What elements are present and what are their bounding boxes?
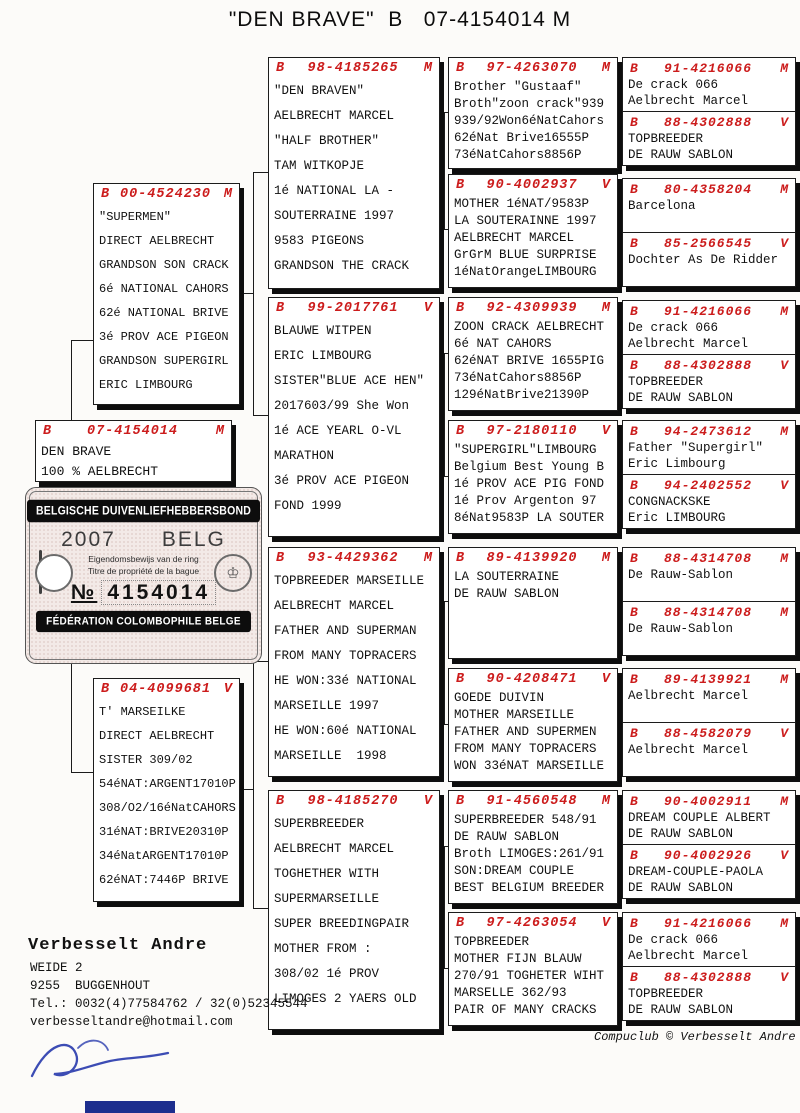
certificate-country: BELG	[161, 528, 226, 551]
crown-seal-icon: ♔	[214, 554, 252, 592]
box-ggparent-8	[448, 912, 618, 1026]
ring-header: B 07-4154014 M	[43, 424, 224, 439]
box-gggparent: B 85-2566545 V Dochter As De Ridder	[623, 232, 795, 286]
ring-certificate	[25, 487, 262, 664]
certificate-year-row	[61, 528, 226, 552]
connector-line	[253, 172, 268, 173]
ring-header: B 04-4099681 V	[101, 682, 232, 697]
connector-line	[253, 415, 268, 416]
box-text: SUPERBREEDER 548/91 DE RAUW SABLON Broth LIMOGES:261/91 SON:DREAM COUPLE BEST BELGIUM BREEDER	[454, 813, 605, 895]
box-gggparent: B 94-2473612 M Father "Supergirl" Eric Limbourg	[628, 424, 788, 471]
connector-line	[440, 476, 448, 477]
connector-line	[253, 172, 254, 416]
ring-header: B 97-4263070 M	[456, 61, 610, 76]
page-title: "DEN BRAVE" B 07-4154014 M	[228, 8, 572, 31]
box-grandparent-3	[268, 547, 440, 777]
certificate-ring-number: № 4154014	[71, 581, 216, 605]
box-ggparent-6	[448, 668, 618, 782]
ring-header: B 97-2180110 V	[456, 424, 610, 439]
box-gggparent: B 88-4314708 M De Rauw-Sablon	[623, 601, 795, 655]
certificate-frame	[29, 491, 258, 660]
box-text: "SUPERMEN" DIRECT AELBRECHT GRANDSON SON CRACK 6é NATIONAL CAHORS 62é NATIONAL BRIVE 3é PROV ACE PIGEON GRANDSON SUPERGIRL ERIC LIMBOURG	[99, 210, 229, 392]
box-gggparent: B 88-4582079 V Aelbrecht Marcel	[623, 722, 795, 776]
box-ggparent-4	[448, 420, 618, 534]
box-text: MOTHER 1éNAT/9583P LA SOUTERAINNE 1997 AELBRECHT MARCEL GrGrM BLUE SURPRISE 1éNatOrangeLIMBOURG	[454, 197, 597, 279]
software-credit: Compuclub © Verbesselt Andre	[594, 1030, 796, 1044]
connector-line	[71, 340, 93, 341]
certificate-year: 2007	[61, 528, 116, 551]
box-text: "SUPERGIRL"LIMBOURG Belgium Best Young B 1é PROV ACE PIG FOND 1é Prov Argenton 97 8éNat9583P LA SOUTER	[454, 443, 605, 525]
box-text: ZOON CRACK AELBRECHT 6é NAT CAHORS 62éNAT BRIVE 1655PIG 73éNatCahors8856P 129éNatBrive21390P	[454, 320, 605, 402]
box-gggparent: B 88-4314708 M De Rauw-Sablon	[628, 551, 788, 582]
group-gggparents-1	[622, 57, 796, 166]
punched-hole-seal	[35, 554, 73, 592]
box-ggparent-7	[448, 790, 618, 904]
ring-header: B 93-4429362 M	[276, 551, 432, 566]
connector-line	[440, 229, 448, 230]
connector-line	[440, 601, 448, 602]
box-grandparent-2	[268, 297, 440, 537]
connector-line	[440, 846, 448, 847]
connector-line	[71, 772, 93, 773]
connector-line	[440, 724, 448, 725]
owner-address-line1: WEIDE 2	[30, 961, 83, 975]
ring-header: B 98-4185270 V	[276, 794, 432, 809]
ring-header: B 90-4002937 V	[456, 178, 610, 193]
certificate-federation-banner: FÉDÉRATION COLOMBOPHILE BELGE	[36, 611, 251, 632]
group-gggparents-2	[622, 178, 796, 287]
connector-line	[444, 601, 445, 725]
box-text: DEN BRAVE 100 % AELBRECHT	[41, 444, 159, 479]
bottom-blue-bar	[85, 1101, 175, 1113]
group-gggparents-4	[622, 420, 796, 529]
box-text: GOEDE DUIVIN MOTHER MARSEILLE FATHER AND SUPERMEN FROM MANY TOPRACERS WON 33éNAT MARSEILLE	[454, 691, 605, 773]
certificate-ownership-fr: Titre de propriété de la bague	[87, 566, 200, 576]
connector-line	[444, 353, 445, 477]
box-ggparent-2	[448, 174, 618, 288]
box-mother	[93, 678, 240, 902]
box-ggparent-5	[448, 547, 618, 659]
handwritten-signature	[18, 1024, 198, 1099]
box-gggparent: B 90-4002911 M DREAM COUPLE ALBERT DE RAUW SABLON	[628, 794, 788, 841]
connector-line	[440, 968, 448, 969]
box-text: Brother "Gustaaf" Broth"zoon crack"939 939/92Won6éNatCahors 62éNat Brive16555P 73éNatCahors8856P	[454, 80, 605, 162]
ring-header: B 89-4139920 M	[456, 551, 610, 566]
box-ggparent-1	[448, 57, 618, 169]
box-text: T' MARSEILKE DIRECT AELBRECHT SISTER 309/02 54éNAT:ARGENT17010P 308/O2/16éNatCAHORS 31éNAT:BRIVE20310P 34éNatARGENT17010P 62éNAT:7446P BRIVE	[99, 705, 236, 887]
box-gggparent: B 90-4002926 V DREAM-COUPLE-PAOLA DE RAUW SABLON	[623, 844, 795, 898]
ring-header: B 00-4524230 M	[101, 187, 232, 202]
ring-header: B 97-4263054 V	[456, 916, 610, 931]
box-text: LA SOUTERRAINE DE RAUW SABLON	[454, 570, 560, 601]
ring-header: B 92-4309939 M	[456, 301, 610, 316]
box-text: SUPERBREEDER AELBRECHT MARCEL TOGHETHER WITH SUPERMARSEILLE SUPER BREEDINGPAIR MOTHER FROM : 308/02 1é PROV LIMOGES 2 YAERS OLD	[274, 817, 417, 1006]
box-gggparent: B 91-4216066 M De crack 066 Aelbrecht Marcel	[628, 916, 788, 963]
connector-line	[440, 112, 448, 113]
certificate-ownership-nl: Eigendomsbewijs van de ring	[88, 554, 199, 564]
ring-header: B 99-2017761 V	[276, 301, 432, 316]
box-gggparent: B 91-4216066 M De crack 066 Aelbrecht Marcel	[628, 304, 788, 351]
owner-email: verbesseltandre@hotmail.com	[30, 1015, 233, 1029]
connector-line	[253, 908, 268, 909]
box-gggparent: B 80-4358204 M Barcelona	[628, 182, 788, 213]
group-gggparents-3	[622, 300, 796, 409]
box-gggparent: B 88-4302888 V TOPBREEDER DE RAUW SABLON	[623, 354, 795, 408]
box-gggparent: B 89-4139921 M Aelbrecht Marcel	[628, 672, 788, 703]
ring-header: B 91-4560548 M	[456, 794, 610, 809]
box-text: TOPBREEDER MARSEILLE AELBRECHT MARCEL FATHER AND SUPERMAN FROM MANY TOPRACERS HE WON:33é NATIONAL MARSEILLE 1997 HE WON:60é NATIONAL MARSEILLE 1998	[274, 574, 425, 763]
box-text: "DEN BRAVEN" AELBRECHT MARCEL "HALF BROTHER" TAM WITKOPJE 1é NATIONAL LA - SOUTERRAINE 1997 9583 PIGEONS GRANDSON THE CRACK	[274, 84, 410, 273]
group-gggparents-6	[622, 668, 796, 777]
ring-header: B 98-4185265 M	[276, 61, 432, 76]
box-gggparent: B 88-4302888 V TOPBREEDER DE RAUW SABLON	[623, 111, 795, 165]
group-gggparents-5	[622, 547, 796, 656]
owner-name: Verbesselt Andre	[28, 936, 208, 955]
connector-line	[238, 293, 253, 294]
box-father	[93, 183, 240, 405]
ring-header: B 90-4208471 V	[456, 672, 610, 687]
group-gggparents-7	[622, 790, 796, 899]
connector-line	[444, 112, 445, 230]
box-subject	[35, 420, 232, 482]
connector-line	[444, 846, 445, 969]
box-ggparent-3	[448, 297, 618, 411]
box-grandparent-4	[268, 790, 440, 1030]
connector-line	[440, 353, 448, 354]
connector-line	[253, 661, 254, 909]
owner-phone: Tel.: 0032(4)77584762 / 32(0)52345544	[30, 997, 308, 1011]
box-text: TOPBREEDER MOTHER FIJN BLAUW 270/91 TOGHETER WIHT MARSELLE 362/93 PAIR OF MANY CRACKS	[454, 935, 605, 1017]
box-gggparent: B 91-4216066 M De crack 066 Aelbrecht Marcel	[628, 61, 788, 108]
box-gggparent: B 88-4302888 V TOPBREEDER DE RAUW SABLON	[623, 966, 795, 1020]
box-text: BLAUWE WITPEN ERIC LIMBOURG SISTER"BLUE ACE HEN" 2017603/99 She Won 1é ACE YEARL O-VL MARATHON 3é PROV ACE PIGEON FOND 1999	[274, 324, 425, 513]
box-grandparent-1	[268, 57, 440, 289]
owner-address-line2: 9255 BUGGENHOUT	[30, 979, 151, 993]
box-gggparent: B 94-2402552 V CONGNACKSKE Eric LIMBOURG	[623, 474, 795, 528]
group-gggparents-8	[622, 912, 796, 1021]
certificate-org-banner: BELGISCHE DUIVENLIEFHEBBERSBOND	[27, 500, 260, 522]
